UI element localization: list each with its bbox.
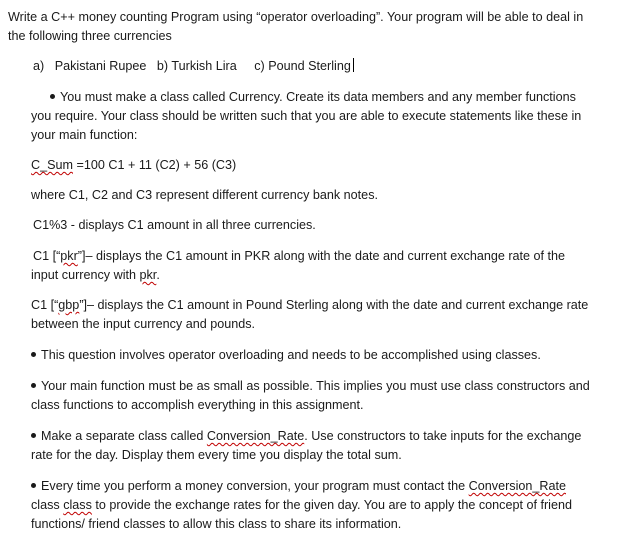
bullet-3-line-2: class functions to accomplish everything in this assignment. — [31, 398, 364, 412]
conversion-rate-class-name: Conversion_Rate — [206, 429, 305, 443]
text-cursor — [353, 58, 354, 72]
pkr-line-2: input currency with pkr. — [31, 268, 160, 282]
currency-b-name: Turkish Lira — [171, 59, 237, 73]
gbp-line-1: C1 [“gbp”]– displays the C1 amount in Pound Sterling along with the date and current exchange rate — [31, 298, 589, 312]
currency-a-name: Pakistani Rupee — [54, 59, 147, 73]
pkr-key: pkr — [60, 249, 78, 263]
bullet-dot-icon — [31, 383, 36, 388]
bullet-dot-icon — [31, 483, 36, 488]
intro-line-2: the following three currencies — [8, 29, 172, 43]
bullet-2-line-1: This question involves operator overloading and needs to be accomplished using classes. — [31, 347, 541, 363]
bullet-4-line-2: rate for the day. Display them every time you display the total sum. — [31, 448, 402, 462]
bullet-4-line-1: Make a separate class called Conversion_Rate. Use constructors to take inputs for the exchange — [31, 428, 581, 444]
bullet-dot-icon — [31, 352, 36, 357]
gbp-key: gbp — [58, 298, 80, 312]
repeated-class-word: class — [63, 498, 92, 512]
currency-b-label: b) — [156, 59, 169, 73]
bullet-5-line-1: Every time you perform a money conversion, your program must contact the Conversion_Rate — [31, 478, 566, 494]
bullet-dot-icon — [31, 433, 36, 438]
currency-a-label: a) — [33, 59, 45, 73]
sum-variable: C_Sum — [31, 158, 73, 172]
modulo-line: C1%3 - displays C1 amount in all three currencies. — [33, 218, 316, 232]
conversion-rate-class-name-2: Conversion_Rate — [468, 479, 566, 493]
currency-c-name: Pound Sterling — [268, 59, 351, 73]
pkr-key-2: pkr — [139, 268, 157, 282]
gbp-line-2: between the input currency and pounds. — [31, 317, 256, 331]
intro-line-1: Write a C++ money counting Program using “operator overloading”. Your program will be able to deal in — [8, 10, 584, 24]
sum-statement: C_Sum =100 C1 + 11 (C2) + 56 (C3) — [31, 158, 237, 172]
bullet-1-line-3: your main function: — [31, 128, 138, 142]
pkr-line-1: C1 [“pkr”]– displays the C1 amount in PKR along with the date and current exchange rate of the — [33, 249, 566, 263]
bullet-5-line-2: class class to provide the exchange rates for the given day. You are to apply the concept of friend — [31, 498, 572, 512]
bullet-5-line-3: functions/ friend classes to allow this class to share its information. — [31, 517, 402, 531]
currency-c-label: c) — [254, 59, 265, 73]
where-line: where C1, C2 and C3 represent different currency bank notes. — [31, 188, 378, 202]
bullet-3-line-1: Your main function must be as small as possible. This implies you must use class constructors and — [31, 378, 590, 394]
currency-list — [33, 58, 354, 74]
bullet-1-line-1: You must make a class called Currency. Create its data members and any member functions — [50, 89, 576, 105]
bullet-1-line-2: you require. Your class should be written such that you are able to execute statements like these in — [31, 109, 582, 123]
bullet-dot-icon — [50, 94, 55, 99]
